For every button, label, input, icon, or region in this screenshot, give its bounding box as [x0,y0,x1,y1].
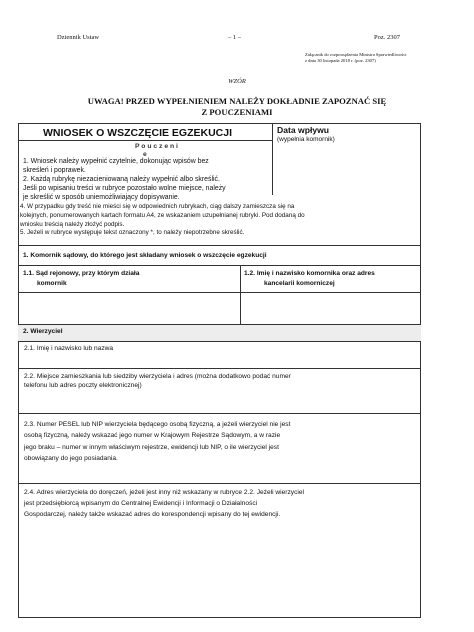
instructions-part-2 [20,203,418,238]
instruction-line: 4. W przypadku gdy treść nie mieści się w odpowiednich rubrykach, ciąg dalszy zamieszcza się na [20,203,295,210]
instructions-title-cont: e [143,151,147,158]
position-number: Poz. 2307 [374,34,400,41]
instruction-line: skreśleń i poprawek. [23,166,86,174]
form-title: WNIOSEK O WSZCZĘCIE EGZEKUCJI [43,127,233,139]
section-1-title: 1. Komornik sądowy, do którego jest składany wniosek o wszczęcie egzekucji [23,252,267,259]
field-2-3-line: 2.3. Numer PESEL lub NIP wierzyciela będącego osobą fizyczną, a jeżeli wierzyciel nie jest [24,421,291,428]
court-input[interactable] [19,293,240,324]
warning-line-1: UWAGA! PRZED WYPEŁNIENIEM NALEŻY DOKŁADNIE ZAPOZNAĆ SIĘ [87,96,387,106]
creditor-id-input[interactable] [19,465,420,482]
field-2-4-label [24,487,304,520]
annex-line-2: z dnia 30 listopada 2018 r. (poz. 2307) [305,58,376,63]
section-1-2-label-line2: kancelarii komorniczej [264,280,335,287]
creditor-delivery-address-input[interactable] [19,522,420,617]
page-number: – 1 – [228,34,241,41]
instruction-line: wniosku treścią należy złożyć podpis. [20,220,125,228]
instruction-line: 5. Jeżeli w rubryce występuje tekst oznaczony *, to należy niepotrzebne skreślić. [20,229,245,237]
field-2-2-line: 2.2. Miejsce zamieszkania lub siedziby wierzyciela i adres (można dodatkowo podać numer [24,373,291,380]
field-2-3-label [24,419,290,465]
creditor-address-input[interactable] [19,392,420,412]
field-2-2-line: telefonu lub adres poczty elektronicznej) [24,381,142,389]
instruction-line: 2. Każdą rubrykę niezacieniowaną należy wypełnić albo skreślić. [23,175,220,183]
field-2-1-label: 2.1. Imię i nazwisko lub nazwa [24,345,114,352]
creditor-name-input[interactable] [19,355,420,368]
date-received-label: Data wpływu [277,125,330,135]
instruction-line: Jeśli po wpisaniu treści w rubryce pozostało wolne miejsce, należy [23,184,226,192]
field-2-3-line: osobą fizyczną, należy wskazać jego numer w Krajowym Rejestrze Sądowym, a w razie [24,432,281,440]
journal-name: Dziennik Ustaw [57,34,100,41]
section-1-2-label-line1: 1.2. Imię i nazwisko komornika oraz adres [244,270,375,277]
field-2-4-line: Gospodarczej, należy także wskazać adres do korespondencji wpisany do tej ewidencji. [24,511,281,518]
template-label: WZÓR [228,78,246,85]
bailiff-input[interactable] [241,293,420,324]
field-2-4-line: jest przedsiębiorcą wpisanym do Centralnej Ewidencji i Informacji o Działalności [24,500,258,507]
annex-line-1: Załącznik do rozporządzenia Ministra Sprawiedliwości [305,52,407,57]
date-received-sublabel: (wypełnia komornik) [277,136,335,143]
section-1-1-label-line2: komornik [37,280,67,287]
instruction-line: je skreślić w sposób uniemożliwiający dopisywanie. [23,193,180,201]
warning-line-2: Z POUCZENIAMI [201,107,273,117]
instruction-line: 1. Wniosek należy wypełnić czytelnie, dokonując wpisów bez [23,158,209,165]
instructions-part-1 [23,158,271,203]
field-2-2-label [24,373,291,390]
field-2-3-line: obowiązany do jego posiadania. [24,455,118,463]
section-1-1-label-line1: 1.1. Sąd rejonowy, przy którym działa [23,270,140,277]
field-2-4-line: 2.4. Adres wierzyciela do doręczeń, jeżeli jest inny niż wskazany w rubryce 2.2. Jeżeli wierzyciel [24,489,304,496]
instructions-title: P o u c z e n i [135,143,178,150]
section-2-title: 2. Wierzyciel [23,328,63,335]
field-2-3-line: jego braku – numer w innym właściwym rejestrze, ewidencji lub NIP, o ile wierzyciel jest [24,443,279,451]
instruction-line: kolejnych, ponumerowanych kartach formatu A4, ze wskazaniem uzupełnianej rubryki. Pod dodaną do [20,211,305,219]
